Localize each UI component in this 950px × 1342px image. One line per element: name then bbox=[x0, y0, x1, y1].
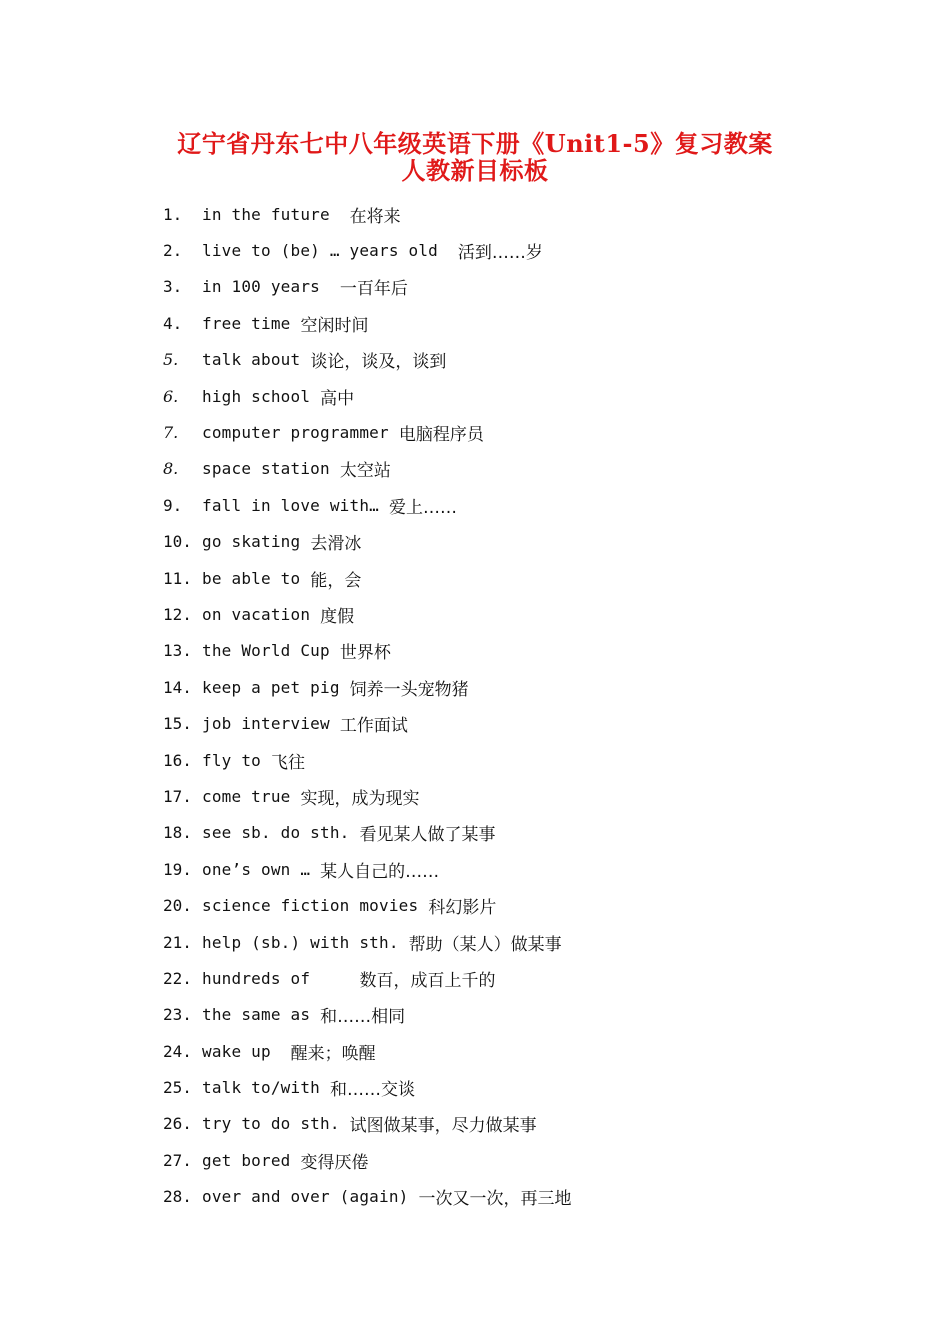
item-number: 11. bbox=[163, 568, 192, 588]
item-number: 22. bbox=[163, 968, 192, 988]
item-number: 19. bbox=[163, 859, 192, 879]
list-item bbox=[163, 924, 863, 960]
item-number: 23. bbox=[163, 1005, 192, 1025]
item-number: 5. bbox=[163, 350, 179, 370]
list-item bbox=[163, 887, 863, 923]
item-english-phrase: one’s own … bbox=[202, 859, 311, 879]
list-item bbox=[163, 1106, 863, 1142]
item-english-phrase: on vacation bbox=[202, 604, 311, 624]
item-chinese-meaning: 爱上…… bbox=[389, 497, 457, 518]
item-english-phrase: get bored bbox=[202, 1150, 291, 1170]
item-number: 24. bbox=[163, 1041, 192, 1061]
item-english-phrase: free time bbox=[202, 313, 291, 333]
item-english-phrase: fly to bbox=[202, 750, 261, 770]
item-chinese-meaning: 饲养一头宠物猪 bbox=[349, 679, 469, 700]
item-chinese-meaning: 世界杯 bbox=[339, 643, 391, 664]
item-number: 28. bbox=[163, 1187, 192, 1207]
item-english-phrase: try to do sth. bbox=[202, 1114, 340, 1134]
item-english-phrase: science fiction movies bbox=[202, 896, 419, 916]
item-english-phrase: over and over (again) bbox=[202, 1187, 409, 1207]
list-item bbox=[163, 1142, 863, 1178]
list-item bbox=[163, 1179, 863, 1215]
item-chinese-meaning: 实现，成为现实 bbox=[300, 788, 420, 809]
item-english-phrase: come true bbox=[202, 786, 291, 806]
item-chinese-meaning: 工作面试 bbox=[339, 716, 408, 737]
list-item bbox=[163, 342, 863, 378]
item-chinese-meaning: 空闲时间 bbox=[300, 315, 369, 336]
list-item bbox=[163, 269, 863, 305]
item-english-phrase: wake up bbox=[202, 1041, 281, 1061]
item-chinese-meaning: 活到……岁 bbox=[457, 243, 543, 264]
list-item bbox=[163, 633, 863, 669]
item-english-phrase: in the future bbox=[202, 204, 340, 224]
item-english-phrase: see sb. do sth. bbox=[202, 823, 350, 843]
item-english-phrase: be able to bbox=[202, 568, 301, 588]
list-item bbox=[163, 451, 863, 487]
list-item bbox=[163, 851, 863, 887]
item-english-phrase: in 100 years bbox=[202, 277, 330, 297]
item-chinese-meaning: 谈论，谈及，谈到 bbox=[310, 352, 447, 373]
list-item bbox=[163, 1069, 863, 1105]
item-chinese-meaning: 太空站 bbox=[339, 461, 391, 482]
list-item bbox=[163, 778, 863, 814]
item-english-phrase: help (sb.) with sth. bbox=[202, 932, 399, 952]
item-english-phrase: hundreds of bbox=[202, 968, 350, 988]
item-number: 7. bbox=[163, 423, 179, 443]
item-chinese-meaning: 数百，成百上千的 bbox=[359, 970, 496, 991]
list-item bbox=[163, 560, 863, 596]
list-item bbox=[163, 487, 863, 523]
list-item bbox=[163, 196, 863, 232]
item-chinese-meaning: 高中 bbox=[320, 388, 355, 409]
item-chinese-meaning: 在将来 bbox=[349, 206, 401, 227]
item-number: 27. bbox=[163, 1150, 192, 1170]
document-subtitle: 人教新目标板 bbox=[401, 156, 549, 185]
item-chinese-meaning: 电脑程序员 bbox=[398, 425, 484, 446]
document-title: 辽宁省丹东七中八年级英语下册《Unit1-5》复习教案 bbox=[177, 129, 773, 158]
item-number: 13. bbox=[163, 641, 192, 661]
item-chinese-meaning: 科幻影片 bbox=[428, 898, 497, 919]
list-item bbox=[163, 1033, 863, 1069]
item-number: 1. bbox=[163, 204, 183, 224]
list-item bbox=[163, 997, 863, 1033]
vocabulary-list bbox=[163, 196, 863, 1215]
item-chinese-meaning: 能，会 bbox=[310, 570, 362, 591]
item-english-phrase: talk about bbox=[202, 350, 301, 370]
item-english-phrase: live to (be) … years old bbox=[202, 241, 448, 261]
item-chinese-meaning: 和……交谈 bbox=[330, 1080, 415, 1101]
item-number: 20. bbox=[163, 896, 192, 916]
item-chinese-meaning: 帮助（某人）做某事 bbox=[408, 934, 562, 955]
item-english-phrase: space station bbox=[202, 459, 330, 479]
item-number: 15. bbox=[163, 714, 192, 734]
item-number: 10. bbox=[163, 532, 192, 552]
item-english-phrase: go skating bbox=[202, 532, 301, 552]
item-chinese-meaning: 和……相同 bbox=[320, 1007, 406, 1028]
item-chinese-meaning: 试图做某事，尽力做某事 bbox=[349, 1116, 537, 1137]
item-english-phrase: the World Cup bbox=[202, 641, 330, 661]
item-chinese-meaning: 一次又一次，再三地 bbox=[418, 1189, 572, 1210]
list-item bbox=[163, 742, 863, 778]
item-english-phrase: computer programmer bbox=[202, 423, 389, 443]
list-item bbox=[163, 524, 863, 560]
item-number: 26. bbox=[163, 1114, 192, 1134]
list-item bbox=[163, 414, 863, 450]
item-english-phrase: fall in love with… bbox=[202, 495, 379, 515]
item-chinese-meaning: 醒来；唤醒 bbox=[290, 1043, 376, 1064]
item-number: 3. bbox=[163, 277, 183, 297]
list-item bbox=[163, 815, 863, 851]
item-number: 6. bbox=[163, 386, 179, 406]
list-item bbox=[163, 705, 863, 741]
item-chinese-meaning: 度假 bbox=[320, 606, 355, 627]
item-number: 18. bbox=[163, 823, 192, 843]
item-english-phrase: high school bbox=[202, 386, 311, 406]
item-number: 17. bbox=[163, 786, 192, 806]
list-item bbox=[163, 378, 863, 414]
item-number: 21. bbox=[163, 932, 192, 952]
item-english-phrase: keep a pet pig bbox=[202, 677, 340, 697]
list-item bbox=[163, 960, 863, 996]
item-number: 4. bbox=[163, 313, 183, 333]
item-number: 8. bbox=[163, 459, 179, 479]
item-number: 9. bbox=[163, 495, 183, 515]
item-number: 25. bbox=[163, 1078, 192, 1098]
item-number: 14. bbox=[163, 677, 192, 697]
item-chinese-meaning: 一百年后 bbox=[339, 279, 408, 300]
item-chinese-meaning: 某人自己的…… bbox=[320, 861, 440, 882]
item-english-phrase: job interview bbox=[202, 714, 330, 734]
list-item bbox=[163, 232, 863, 268]
item-chinese-meaning: 变得厌倦 bbox=[300, 1152, 369, 1173]
item-number: 12. bbox=[163, 604, 192, 624]
item-english-phrase: talk to/with bbox=[202, 1078, 320, 1098]
list-item bbox=[163, 305, 863, 341]
item-number: 2. bbox=[163, 241, 183, 261]
list-item bbox=[163, 596, 863, 632]
item-chinese-meaning: 去滑冰 bbox=[310, 534, 362, 555]
item-english-phrase: the same as bbox=[202, 1005, 311, 1025]
list-item bbox=[163, 669, 863, 705]
item-chinese-meaning: 飞往 bbox=[271, 752, 305, 773]
item-number: 16. bbox=[163, 750, 192, 770]
item-chinese-meaning: 看见某人做了某事 bbox=[359, 825, 496, 846]
